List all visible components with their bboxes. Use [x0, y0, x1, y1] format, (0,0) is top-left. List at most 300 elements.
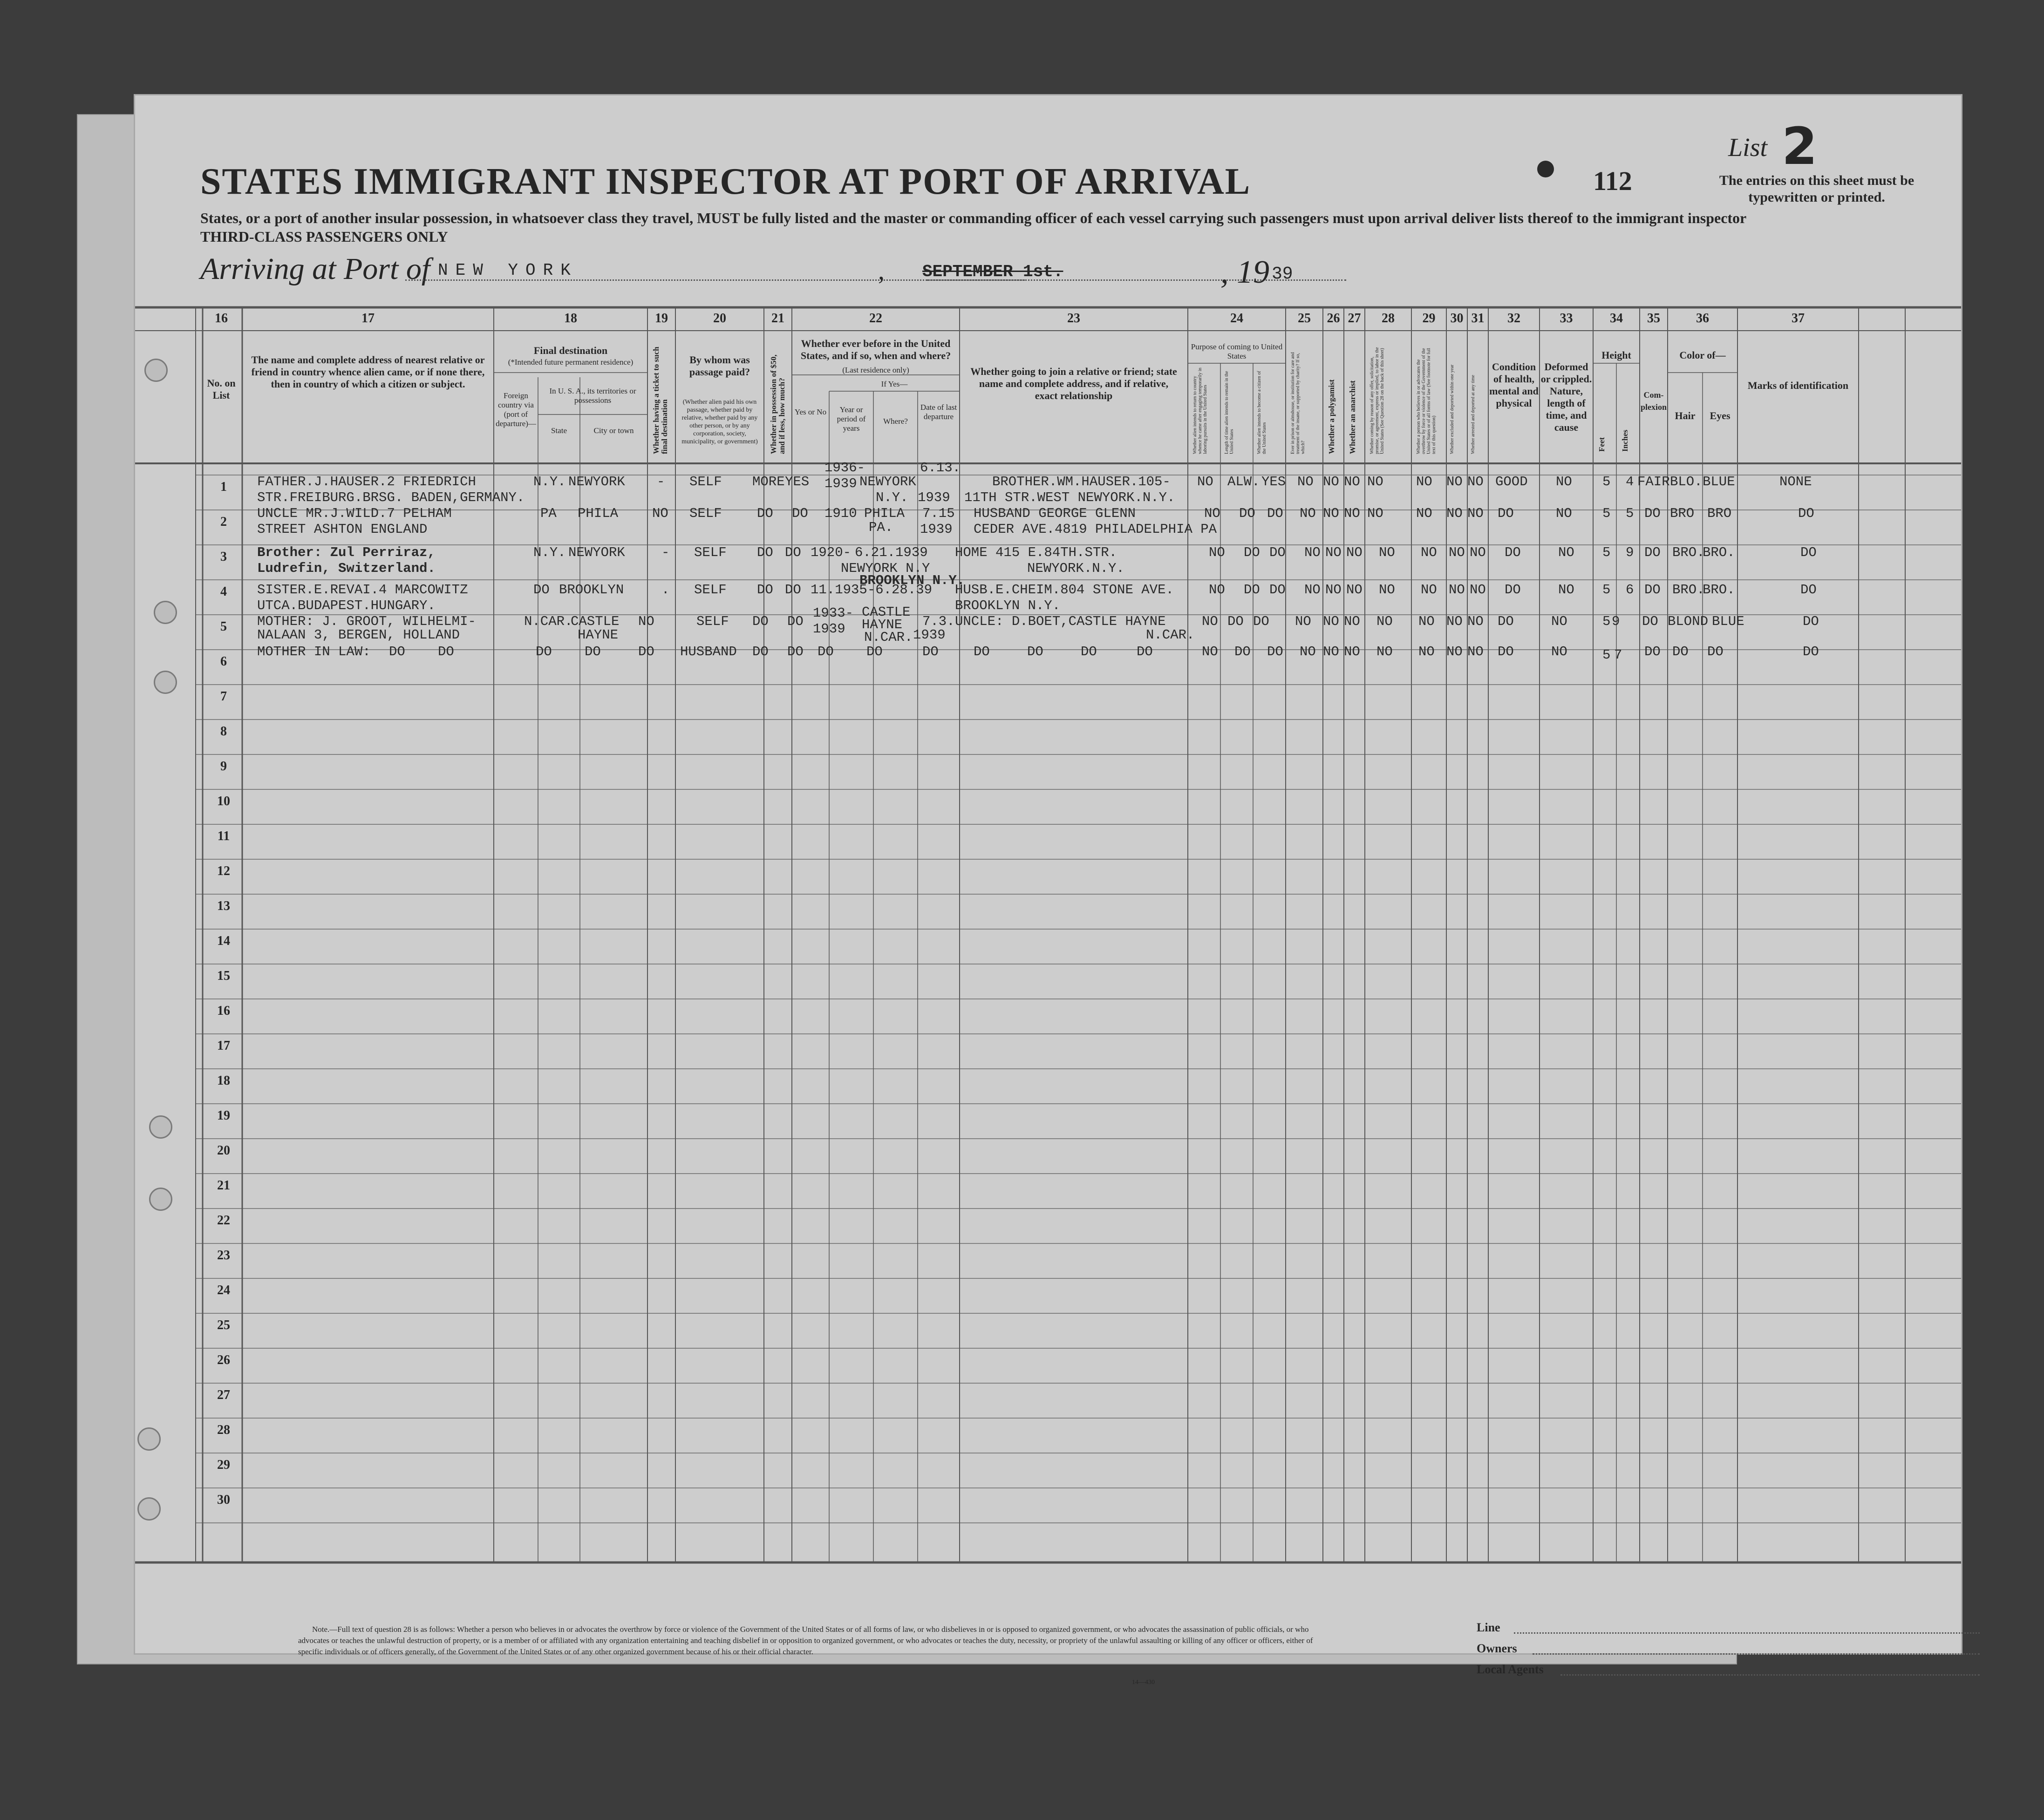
- typed-col-31: NO: [1467, 644, 1484, 659]
- typed-where: N.Y.: [876, 490, 908, 505]
- row-number: 4: [220, 584, 227, 599]
- typed-where: HAYNE: [862, 617, 903, 632]
- typed-col-30: NO: [1446, 474, 1463, 489]
- typed-col-31: NO: [1467, 474, 1484, 489]
- column-number: 34: [1610, 311, 1623, 326]
- typed-year: 1936-: [824, 460, 865, 475]
- typed-joining: HUSBAND GEORGE GLENN: [974, 506, 1136, 521]
- typed-citizen: YES: [1261, 474, 1286, 489]
- typed-marks: DO: [1803, 644, 1819, 659]
- column-number: 19: [655, 311, 668, 326]
- typed-complexion: DO: [1642, 614, 1658, 629]
- row-number: 18: [217, 1073, 230, 1088]
- typed-paid-by: HUSBAND: [680, 644, 737, 659]
- typed-joining: N.CAR.: [1146, 627, 1195, 643]
- typed-deformed: NO: [1556, 506, 1572, 521]
- row-number: 19: [217, 1108, 230, 1123]
- typed-city: PHILA: [578, 506, 619, 521]
- typed-col-28: NO: [1379, 582, 1395, 598]
- typed-joining: DO: [1081, 644, 1097, 659]
- typed-city: DO: [585, 644, 601, 659]
- column-number: 32: [1507, 311, 1520, 326]
- typed-purpose: NO: [1197, 474, 1213, 489]
- typed-eyes: BRO.: [1703, 545, 1735, 560]
- typed-eyes: BRO.: [1703, 582, 1735, 598]
- typed-col-25: NO: [1300, 506, 1316, 521]
- header-length-of-stay: Length of time alien intends to remain in the United States: [1224, 371, 1234, 454]
- typed-departure-date: 1939: [918, 490, 950, 505]
- row-number: 7: [220, 689, 227, 704]
- typed-paid-by: SELF: [694, 582, 727, 598]
- typed-joining: DO: [974, 644, 990, 659]
- typed-purpose: NO: [1202, 644, 1218, 659]
- typed-marks: DO: [1800, 582, 1817, 598]
- typed-marks: DO: [1798, 506, 1814, 521]
- local-agents-label: Local Agents: [1477, 1663, 1544, 1676]
- column-number: 28: [1382, 311, 1395, 326]
- header-marks: Marks of identification: [1747, 380, 1849, 391]
- owners-signature-line: [1533, 1653, 1980, 1655]
- typed-col-25: NO: [1304, 545, 1321, 560]
- column-number: 35: [1647, 311, 1660, 326]
- typed-departure-date: 6.13.: [920, 460, 961, 475]
- typed-feet: 5: [1602, 506, 1611, 521]
- typewritten-instruction: The entries on this sheet must be typewritten or printed.: [1719, 173, 1915, 205]
- typed-col-25: NO: [1297, 474, 1314, 489]
- typed-col-27: NO: [1346, 582, 1363, 598]
- typed-state: PA: [540, 506, 557, 521]
- typed-complexion: FAIR: [1637, 474, 1670, 489]
- typed-relative: STREET ASHTON ENGLAND: [257, 522, 428, 537]
- column-number: 17: [361, 311, 375, 326]
- typed-joining: DO: [1137, 644, 1153, 659]
- row-number: 16: [217, 1004, 230, 1018]
- typed-length: DO: [1234, 644, 1251, 659]
- typed-money: DO: [752, 614, 769, 629]
- header-year-or-period: Year or period of years: [837, 405, 866, 433]
- column-number: 22: [869, 311, 882, 326]
- typed-complexion: DO: [1644, 644, 1661, 659]
- typed-city: NEWYORK: [568, 545, 625, 560]
- typed-col-27: NO: [1344, 644, 1360, 659]
- typed-money: MORE: [752, 474, 785, 489]
- header-arrested: Whether arrested and deported at any time: [1471, 375, 1476, 454]
- typed-purpose: NO: [1204, 506, 1220, 521]
- header-final-destination: Final destination: [533, 345, 608, 356]
- row-number: 20: [217, 1143, 230, 1158]
- typed-relative: STR.FREIBURG.BRSG. BADEN,GERMANY.: [257, 490, 525, 505]
- typed-where: NEWYORK N.Y: [841, 561, 930, 576]
- typed-paid-by: SELF: [696, 614, 729, 629]
- typed-complexion: DO: [1644, 506, 1661, 521]
- row-number: 3: [220, 550, 227, 564]
- typed-col-29: NO: [1421, 582, 1437, 598]
- header-deformed: Deformed or crippled. Nature, length of time, and cause: [1540, 361, 1592, 433]
- header-intends-return: Whether alien intends to return to country whence he came after engaging temporarily in laboring pursuits in the United States: [1192, 367, 1208, 454]
- header-last-residence: (Last residence only): [842, 366, 909, 374]
- typed-paid-by: SELF: [689, 506, 722, 521]
- typed-year: 1939: [813, 621, 845, 637]
- agents-signature-line: [1560, 1674, 1980, 1676]
- typed-col-31: NO: [1470, 582, 1486, 598]
- typed-eyes: BLUE: [1703, 474, 1735, 489]
- header-where: Where?: [883, 417, 908, 426]
- year-prefix: , 19: [1220, 254, 1269, 290]
- list-number: 2: [1782, 116, 1818, 176]
- typed-col-28: NO: [1367, 506, 1383, 521]
- typed-year: 1939: [824, 476, 857, 491]
- form-title: STATES IMMIGRANT INSPECTOR AT PORT OF ARRIVAL: [200, 161, 1251, 202]
- typed-col-30: NO: [1446, 644, 1463, 659]
- typed-feet: 5: [1602, 582, 1611, 598]
- typed-joining: NEWYORK.N.Y.: [1027, 561, 1124, 576]
- typed-col-26: NO: [1323, 644, 1339, 659]
- typed-col-30: NO: [1449, 582, 1465, 598]
- typed-money: DO: [757, 545, 773, 560]
- typed-relative: DO: [438, 644, 454, 659]
- typed-hair: DO: [1672, 644, 1689, 659]
- header-before-in-us: Whether ever before in the United States, and if so, when and where?: [800, 338, 951, 361]
- typed-ticket: DO: [638, 644, 654, 659]
- header-condition: Condition of health, mental and physical: [1489, 361, 1539, 409]
- typed-money: DO: [757, 582, 773, 598]
- header-advocates-overthrow: Whether a person who believes in or advocates the overthrow by force or violence of the Government of the United States or of all forms of law (See footnote for full text of this question): [1416, 348, 1437, 454]
- typed-feet: 5: [1602, 614, 1611, 629]
- typed-col-28: NO: [1379, 545, 1395, 560]
- owners-label: Owners: [1477, 1642, 1517, 1655]
- typed-condition: DO: [1505, 545, 1521, 560]
- year-suffix: 39: [1272, 264, 1293, 284]
- header-in-usa: In U. S. A., its territories or possessions: [549, 387, 636, 405]
- row-number: 2: [220, 515, 227, 529]
- typed-citizen: DO: [1267, 644, 1283, 659]
- header-prison: Ever in prison or almshouse, or institution for care and treatment of the insane, or supported by charity? If so, which?: [1290, 352, 1306, 454]
- typed-before-yes-no: YES: [785, 474, 810, 489]
- header-labor-offer: Whether coming by reason of any offer, solicitation, promise, or agreement, express or implied, to labor in the United States (See Question 28 on the back of this sheet): [1369, 347, 1385, 454]
- stamped-number: 112: [1593, 166, 1632, 196]
- typed-relative: Brother: Zul Perriraz,: [257, 545, 436, 560]
- typed-hair: BLO.: [1670, 474, 1703, 489]
- typed-hair: BRO.: [1672, 545, 1705, 560]
- typed-where: PHILA: [864, 506, 905, 521]
- typed-inches: 5: [1626, 506, 1634, 521]
- typed-citizen: DO: [1267, 506, 1283, 521]
- column-number: 24: [1230, 311, 1243, 326]
- typed-col-26: NO: [1325, 545, 1342, 560]
- typed-year: 11.1935-6.28.39: [811, 582, 933, 598]
- header-feet: Feet: [1597, 437, 1606, 452]
- form-number: 14—430: [1132, 1679, 1155, 1686]
- typed-money: DO: [752, 644, 769, 659]
- typed-year: DO: [818, 644, 834, 659]
- list-label: List: [1728, 133, 1768, 162]
- row-number: 22: [217, 1213, 230, 1228]
- header-excluded: Whether excluded and deported within one year: [1450, 364, 1455, 454]
- header-complexion: Com-plexion: [1640, 390, 1667, 412]
- typed-year: 1910: [824, 506, 857, 521]
- typed-relative: FATHER.J.HAUSER.2 FRIEDRICH: [257, 474, 476, 489]
- row-number: 27: [217, 1388, 230, 1402]
- typed-inches: 9: [1612, 614, 1620, 629]
- header-foreign-country: Foreign country via (port of departure)—: [496, 391, 536, 428]
- typed-deformed: NO: [1551, 614, 1567, 629]
- typed-col-27: NO: [1346, 545, 1363, 560]
- typed-relative: UTCA.BUDAPEST.HUNGARY.: [257, 598, 436, 613]
- typed-joining: HOME 415 E.84TH.STR.: [955, 545, 1117, 560]
- typed-col-25: NO: [1300, 644, 1316, 659]
- row-number: 24: [217, 1283, 230, 1297]
- header-no-on-list: No. on List: [207, 377, 236, 401]
- row-number: 13: [217, 899, 230, 913]
- typed-where: CASTLE: [862, 604, 911, 620]
- typed-citizen: DO: [1269, 582, 1286, 598]
- header-joining: Whether going to join a relative or friend; state name and complete address, and if relative, exact relationship: [970, 366, 1177, 401]
- manifest-sheet: [135, 95, 1961, 1686]
- typed-eyes: DO: [1707, 644, 1724, 659]
- column-number: 25: [1298, 311, 1311, 326]
- typed-col-29: NO: [1416, 474, 1432, 489]
- typed-deformed: NO: [1556, 474, 1572, 489]
- typed-citizen: DO: [1269, 545, 1286, 560]
- row-number: 23: [217, 1248, 230, 1263]
- column-number: 30: [1450, 311, 1464, 326]
- typed-col-29: NO: [1418, 614, 1435, 629]
- column-number: 33: [1560, 311, 1573, 326]
- header-city: City or town: [593, 426, 634, 435]
- header-intends-citizen: Whether alien intends to become a citizen of the United States: [1257, 371, 1267, 454]
- form-subtitle: States, or a port of another insular possession, in whatsoever class they travel, MUST be fully listed and the master or commanding officer of each vessel carrying such passengers must upon arrival deliver lists thereof to the immigrant inspector: [200, 210, 1747, 226]
- typed-departure-date: 7.15: [922, 506, 955, 521]
- typed-col-26: NO: [1323, 474, 1339, 489]
- row-number: 9: [220, 759, 227, 774]
- typed-hair: BRO: [1670, 506, 1695, 521]
- typed-purpose: NO: [1209, 545, 1225, 560]
- typed-where: PA.: [869, 520, 893, 535]
- header-hair: Hair: [1675, 410, 1696, 421]
- typed-relative: MOTHER: J. GROOT, WILHELMI-: [257, 614, 476, 629]
- column-number: 36: [1696, 311, 1709, 326]
- typed-col-26: NO: [1323, 506, 1339, 521]
- typed-departure-date: 7.3.: [922, 614, 955, 629]
- typed-money: DO: [757, 506, 773, 521]
- typed-condition: DO: [1498, 644, 1514, 659]
- typed-length: ALW.: [1227, 474, 1260, 489]
- typed-joining: CEDER AVE.4819 PHILADELPHIA PA: [974, 522, 1217, 537]
- typed-relative: SISTER.E.REVAI.4 MARCOWITZ: [257, 582, 468, 598]
- typed-relative: MOTHER IN LAW:: [257, 644, 371, 659]
- typed-condition: DO: [1505, 582, 1521, 598]
- typed-col-29: NO: [1416, 506, 1432, 521]
- typed-col-31: NO: [1470, 545, 1486, 560]
- typed-length: DO: [1239, 506, 1255, 521]
- row-number: 1: [220, 480, 227, 494]
- typed-city: BROOKLYN: [559, 582, 624, 598]
- typed-condition: DO: [1498, 614, 1514, 629]
- row-number: 6: [220, 654, 227, 669]
- typed-feet: 5: [1602, 545, 1611, 560]
- row-number: 12: [217, 864, 230, 878]
- header-inches: Inches: [1621, 429, 1629, 452]
- arrival-date: SEPTEMBER 1st.: [922, 262, 1063, 281]
- row-number: 17: [217, 1039, 230, 1053]
- line-signature-line: [1514, 1632, 1980, 1634]
- typed-joining: BROTHER.WM.HAUSER.105-: [992, 474, 1171, 489]
- header-state: State: [551, 426, 567, 435]
- typed-citizen: DO: [1253, 614, 1269, 629]
- manifest-table: [135, 303, 1961, 1588]
- column-number: 37: [1792, 311, 1805, 326]
- header-by-whom-paid-note: (Whether alien paid his own passage, whether paid by relative, whether paid by any other person, or by any corporation, society, municipality, or government): [681, 399, 758, 445]
- typed-ticket: NO: [638, 614, 654, 629]
- typed-col-27: NO: [1344, 614, 1360, 629]
- typed-before-yes-no: DO: [785, 582, 801, 598]
- row-number: 30: [217, 1493, 230, 1507]
- typed-inches: 7: [1614, 647, 1622, 663]
- typed-departure-date: 1939: [920, 522, 953, 537]
- typed-col-28: NO: [1376, 644, 1393, 659]
- typed-departure-date: 1939: [913, 627, 946, 643]
- typed-ticket: -: [661, 545, 670, 560]
- typed-paid-by: SELF: [694, 545, 727, 560]
- row-number: 5: [220, 619, 227, 634]
- header-final-destination-note: (*Intended future permanent residence): [508, 358, 634, 367]
- column-number: 23: [1067, 311, 1080, 326]
- typed-col-31: NO: [1467, 614, 1484, 629]
- typed-col-26: NO: [1325, 582, 1342, 598]
- typed-purpose: NO: [1202, 614, 1218, 629]
- passenger-class: THIRD-CLASS PASSENGERS ONLY: [200, 228, 448, 245]
- header-yes-or-no: Yes or No: [794, 407, 827, 416]
- typed-col-26: NO: [1323, 614, 1339, 629]
- line-label: Line: [1477, 1621, 1500, 1634]
- typed-joining: BROOKLYN N.Y.: [955, 598, 1061, 613]
- typed-col-30: NO: [1446, 506, 1463, 521]
- header-by-whom-paid: By whom was passage paid?: [689, 354, 750, 378]
- typed-complexion: DO: [1644, 545, 1661, 560]
- row-number: 11: [217, 829, 230, 843]
- typed-eyes: BLUE: [1712, 614, 1744, 629]
- header-eyes: Eyes: [1710, 410, 1731, 421]
- typed-state: N.CAR.: [524, 614, 573, 629]
- header-fifty-dollars: Whether in possession of $50, and if less, how much?: [769, 354, 786, 454]
- typed-departure-date: DO: [922, 644, 939, 659]
- typed-col-29: NO: [1421, 545, 1437, 560]
- typed-deformed: NO: [1558, 582, 1574, 598]
- typed-condition: GOOD: [1495, 474, 1528, 489]
- column-number: 27: [1348, 311, 1361, 326]
- typed-col-27: NO: [1344, 506, 1360, 521]
- column-number: 18: [564, 311, 577, 326]
- row-number: 29: [217, 1458, 230, 1472]
- typed-marks: NONE: [1779, 474, 1812, 489]
- typed-purpose: NO: [1209, 582, 1225, 598]
- typed-condition: DO: [1498, 506, 1514, 521]
- typed-relative: Ludrefin, Switzerland.: [257, 561, 436, 576]
- typed-before-yes-no: DO: [785, 545, 801, 560]
- typed-year: 1920-: [811, 545, 852, 560]
- typed-where: BROOKLYN N.Y.: [859, 573, 965, 588]
- typed-inches: 9: [1626, 545, 1634, 560]
- typed-state: DO: [533, 582, 550, 598]
- typed-joining: UNCLE: D.BOET,CASTLE HAYNE: [955, 614, 1166, 629]
- typed-col-30: NO: [1449, 545, 1465, 560]
- typed-col-27: NO: [1344, 474, 1360, 489]
- header-relative-home-country: The name and complete address of nearest relative or friend in country whence alien came, or if none there, then in country of which a citizen or subject.: [251, 354, 485, 390]
- typed-hair: BRO.: [1672, 582, 1705, 598]
- typed-complexion: DO: [1644, 582, 1661, 598]
- typed-ticket: NO: [652, 506, 668, 521]
- typed-ticket: .: [661, 582, 670, 598]
- typed-col-28: NO: [1376, 614, 1393, 629]
- typed-paid-by: SELF: [689, 474, 722, 489]
- header-ticket: Whether having a ticket to such final destination: [652, 346, 669, 454]
- typed-eyes: BRO: [1707, 506, 1732, 521]
- typed-before-yes-no: DO: [792, 506, 808, 521]
- typed-joining: DO: [1027, 644, 1043, 659]
- date-comma: ,: [878, 257, 885, 285]
- typed-departure-date: 6.21.1939: [855, 545, 928, 560]
- typed-deformed: NO: [1551, 644, 1567, 659]
- typed-col-25: NO: [1304, 582, 1321, 598]
- row-number: 21: [217, 1178, 230, 1193]
- typed-where: DO: [866, 644, 883, 659]
- header-anarchist: Whether an anarchist: [1348, 380, 1357, 454]
- typed-inches: 4: [1626, 474, 1634, 489]
- header-polygamist: Whether a polygamist: [1327, 379, 1336, 454]
- header-purpose: Purpose of coming to United States: [1191, 342, 1283, 360]
- column-number: 29: [1422, 311, 1436, 326]
- typed-feet: 5: [1602, 474, 1611, 489]
- typed-col-28: NO: [1367, 474, 1383, 489]
- typed-marks: DO: [1800, 545, 1817, 560]
- row-number: 28: [217, 1423, 230, 1437]
- column-number: 21: [771, 311, 784, 326]
- typed-city: NEWYORK: [568, 474, 625, 489]
- typed-before-yes-no: DO: [787, 644, 804, 659]
- header-color-of: Color of—: [1679, 349, 1726, 361]
- typed-marks: DO: [1803, 614, 1819, 629]
- typed-col-25: NO: [1295, 614, 1311, 629]
- column-number: 26: [1327, 311, 1340, 326]
- ink-blot: [1537, 161, 1554, 177]
- typed-col-31: NO: [1467, 506, 1484, 521]
- row-number: 14: [217, 934, 230, 948]
- typed-city: HAYNE: [578, 627, 619, 643]
- row-number: 25: [217, 1318, 230, 1332]
- typed-length: DO: [1244, 582, 1260, 598]
- typed-length: DO: [1227, 614, 1244, 629]
- typed-col-29: NO: [1418, 644, 1435, 659]
- typed-relative: NALAAN 3, BERGEN, HOLLAND: [257, 627, 460, 643]
- typed-where: NEWYORK: [859, 474, 916, 489]
- question-28-footnote: Note.—Full text of question 28 is as follows: Whether a person who believes in or advocates the overthrow by force or violence of the Government of the United States or of all forms of law, or who disbelieves in or is opposed to organized government, or who advocates the assassination of public officials, or who advocates or teaches the unlawful destruction of property, or is a member of or affiliated with any organization entertaining and teaching disbelief in or opposition to organized government, or who advocates or teaches the duty, necessity, or propriety of the unlawful assaulting or killing of any officer or officers, either of specific individuals or of officers generally, of the Government of the United States or of any other organized government because of his or their official character.: [298, 1625, 1313, 1656]
- column-number: 31: [1471, 311, 1485, 326]
- header-height: Height: [1601, 349, 1631, 361]
- typed-joining: HUSB.E.CHEIM.804 STONE AVE.: [955, 582, 1174, 598]
- typed-before-yes-no: DO: [787, 614, 804, 629]
- typed-ticket: -: [657, 474, 665, 489]
- typed-state: N.Y.: [533, 545, 566, 560]
- typed-inches: 6: [1626, 582, 1634, 598]
- column-number: 20: [713, 311, 726, 326]
- typed-relative: DO: [389, 644, 405, 659]
- header-date-last-departure: Date of last departure: [920, 403, 957, 421]
- typed-joining: 11TH STR.WEST NEWYORK.N.Y.: [964, 490, 1175, 505]
- row-number: 8: [220, 724, 227, 739]
- column-number: 16: [215, 311, 228, 326]
- row-number: 15: [217, 969, 230, 983]
- typed-deformed: NO: [1558, 545, 1574, 560]
